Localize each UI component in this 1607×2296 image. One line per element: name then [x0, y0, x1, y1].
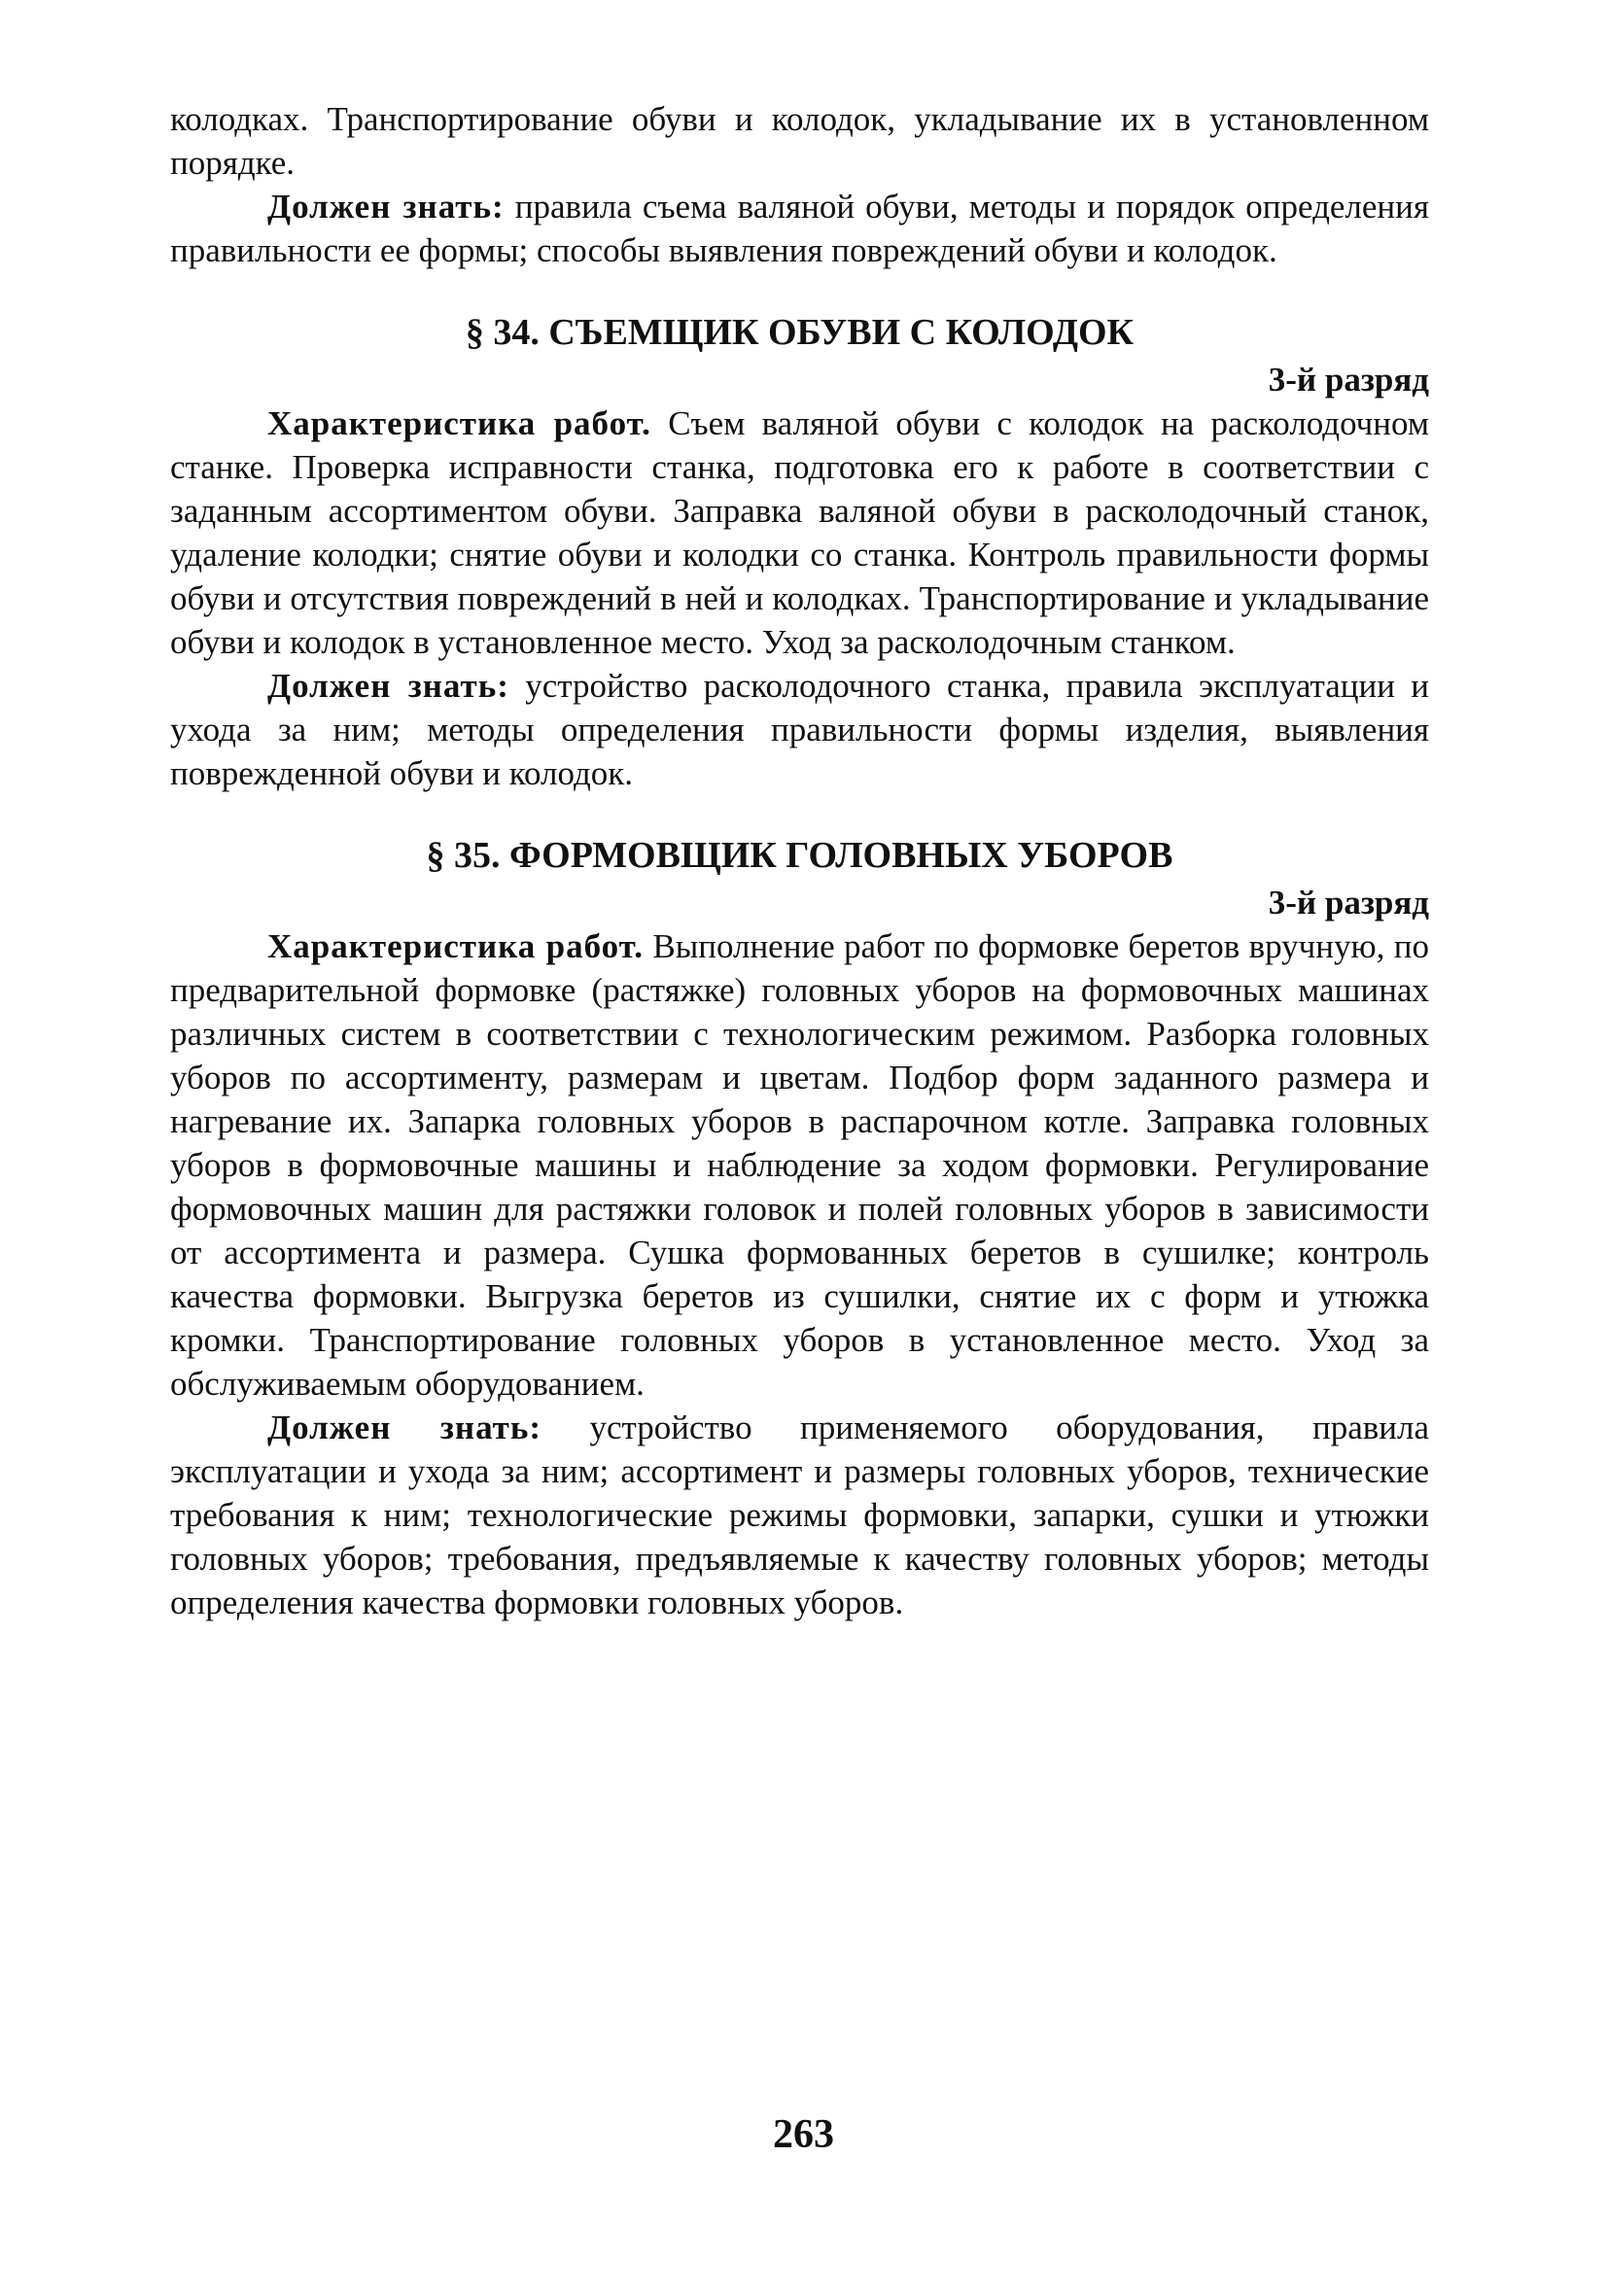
- must-know-text: правила съема валяной обуви, методы и порядок определения правильности ее формы; способы выявления повреждений обуви и колодок.: [170, 188, 1429, 269]
- must-know-text: устройство применяемого оборудования, правила эксплуатации и ухода за ним; ассортимент и размеры головных уборов, технические требования к ним; технологические режимы формовки, запарки, сушки и утюжки головных уборов; требования, предъявляемые к качеству головных уборов; методы определения качества формовки головных уборов.: [170, 1409, 1430, 1621]
- must-know-lead: Должен знать:: [267, 1409, 542, 1446]
- must-know-lead: Должен знать:: [267, 188, 505, 226]
- section-35-must-know-paragraph: [170, 1406, 1429, 1624]
- must-know-text: устройство расколодочного станка, правила эксплуатации и ухода за ним; методы определения правильности формы изделия, выявления поврежденной обуви и колодок.: [170, 667, 1429, 792]
- section-35-title: § 35. ФОРМОВЩИК ГОЛОВНЫХ УБОРОВ: [426, 835, 1173, 876]
- section-35-grade: 3-й разряд: [1268, 884, 1429, 922]
- must-know-lead: Должен знать:: [267, 667, 509, 705]
- text-column: [170, 97, 1429, 1624]
- characteristic-text: Съем валяной обуви с колодок на расколодочном станке. Проверка исправности станка, подготовка его к работе в соответствии с заданным ассортиментом обуви. Заправка валяной обуви в расколодочный станок, удаление колодки; снятие обуви и колодки со станка. Контроль правильности формы обуви и отсутствия повреждений в ней и колодках. Транспортирование и укладывание обуви и колодок в установленное место. Уход за расколодочным станком.: [170, 404, 1429, 661]
- section-34-characteristic-paragraph: [170, 401, 1429, 664]
- intro-must-know-paragraph: [170, 185, 1429, 272]
- section-34-grade: 3-й разряд: [1268, 361, 1429, 399]
- characteristic-lead: Характеристика работ.: [267, 927, 644, 965]
- section-34-must-know-paragraph: [170, 664, 1429, 795]
- characteristic-text: Выполнение работ по формовке беретов вручную, по предварительной формовке (растяжке) головных уборов на формовочных машинах различных систем в соответствии с технологическим режимом. Разборка головных уборов по ассортименту, размерам и цветам. Подбор форм заданного размера и нагревание их. Запарка головных уборов в распарочном котле. Заправка головных уборов в формовочные машины и наблюдение за ходом формовки. Регулирование формовочных машин для растяжки головок и полей головных уборов в зависимости от ассортимента и размера. Сушка формованных беретов в сушилке; контроль качества формовки. Выгрузка беретов из сушилки, снятие их с форм и утюжка кромки. Транспортирование головных уборов в установленное место. Уход за обслуживаемым оборудованием.: [170, 927, 1429, 1403]
- section-35-characteristic-paragraph: [170, 924, 1429, 1406]
- section-34-title: § 34. СЪЕМЩИК ОБУВИ С КОЛОДОК: [465, 312, 1135, 353]
- intro-paragraph: колодках. Транспортирование обуви и колодок, укладывание их в установленном порядке.: [170, 100, 1429, 182]
- characteristic-lead: Характеристика работ.: [267, 404, 651, 442]
- page-number: 263: [773, 2112, 834, 2157]
